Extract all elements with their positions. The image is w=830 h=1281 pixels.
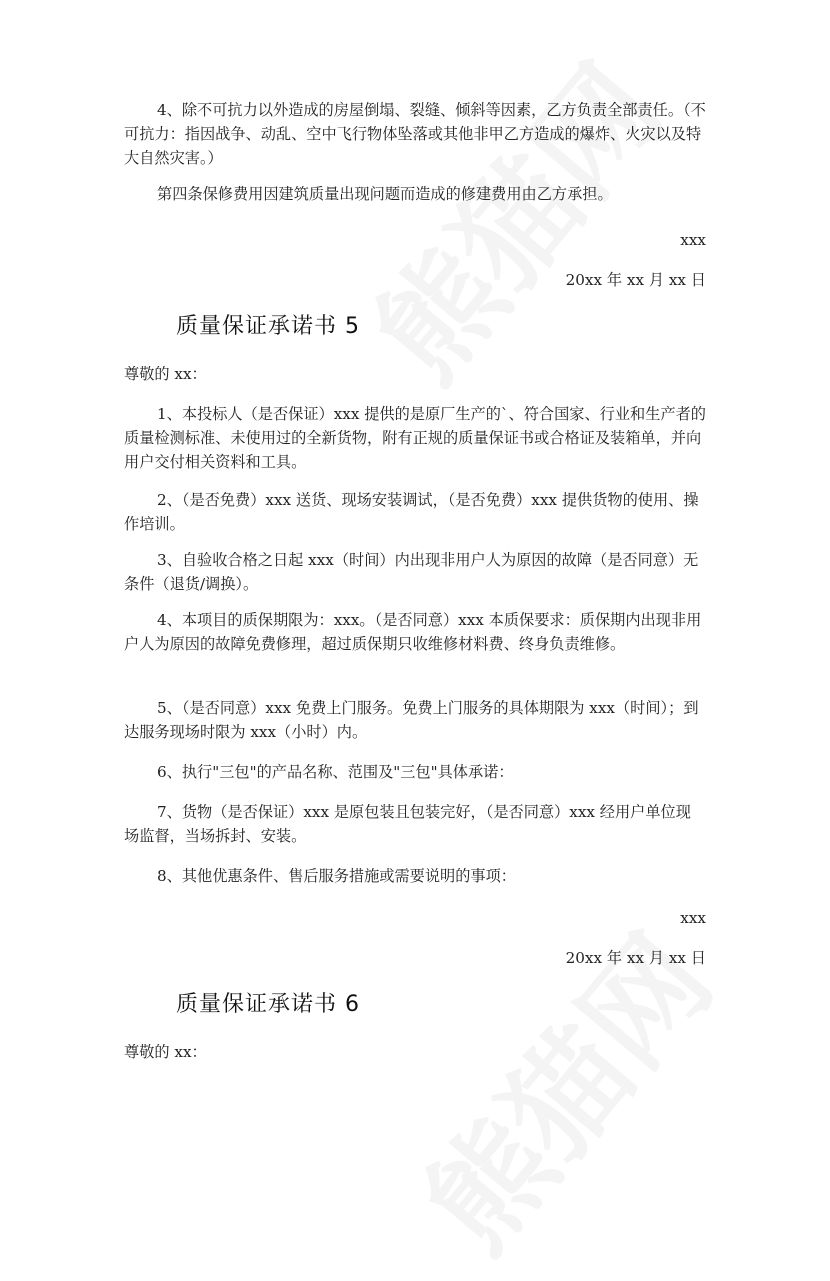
list-item: 6、执行"三包"的产品名称、范围及"三包"具体承诺： bbox=[157, 763, 514, 781]
watermark bbox=[330, 24, 693, 410]
list-item: 1、本投标人（是否保证）xxx 提供的是原厂生产的`、符合国家、行业和生产者的质量检测标准、未使用过的全新货物，附有正规的质量保证书或合格证及装箱单，并向用户交付相关资料和工具。 bbox=[124, 405, 706, 471]
list-item: 3、自验收合格之日起 xxx（时间）内出现非用户人为原因的故障（是否同意）无条件（退货/调换）。 bbox=[124, 551, 699, 593]
list-item: 7、货物（是否保证）xxx 是原包装且包装完好，（是否同意）xxx 经用户单位现场监督，当场拆封、安装。 bbox=[124, 803, 691, 845]
paragraph-article-4: 第四条保修费用因建筑质量出现问题而造成的修建费用由乙方承担。 bbox=[157, 185, 613, 203]
sign-date: 20xx 年 xx 月 xx 日 bbox=[565, 949, 706, 967]
section-title-6: 质量保证承诺书 6 bbox=[176, 992, 360, 1017]
list-item: 2、（是否免费）xxx 送货、现场安装调试，（是否免费）xxx 提供货物的使用、操作培训。 bbox=[124, 491, 699, 533]
list-item: 5、（是否同意）xxx 免费上门服务。免费上门服务的具体期限为 xxx（时间）；到达服务现场时限为 xxx（小时）内。 bbox=[124, 699, 699, 741]
section-title-5: 质量保证承诺书 5 bbox=[176, 314, 360, 339]
paragraph-clause-4: 4、除不可抗力以外造成的房屋倒塌、裂缝、倾斜等因素，乙方负责全部责任。（不可抗力：指因战争、动乱、空中飞行物体坠落或其他非甲乙方造成的爆炸、火灾以及特大自然灾害。） bbox=[124, 101, 706, 167]
signer: xxx bbox=[680, 909, 706, 927]
sign-date: 20xx 年 xx 月 xx 日 bbox=[565, 271, 706, 289]
signer: xxx bbox=[680, 231, 706, 249]
salutation: 尊敬的 xx： bbox=[124, 365, 207, 383]
salutation: 尊敬的 xx： bbox=[124, 1043, 207, 1061]
list-item: 8、其他优惠条件、售后服务措施或需要说明的事项： bbox=[157, 867, 516, 885]
list-item: 4、本项目的质保期限为：xxx。（是否同意）xxx 本质保要求：质保期内出现非用户人为原因的故障免费修理，超过质保期只收维修材料费、终身负责维修。 bbox=[124, 611, 702, 653]
